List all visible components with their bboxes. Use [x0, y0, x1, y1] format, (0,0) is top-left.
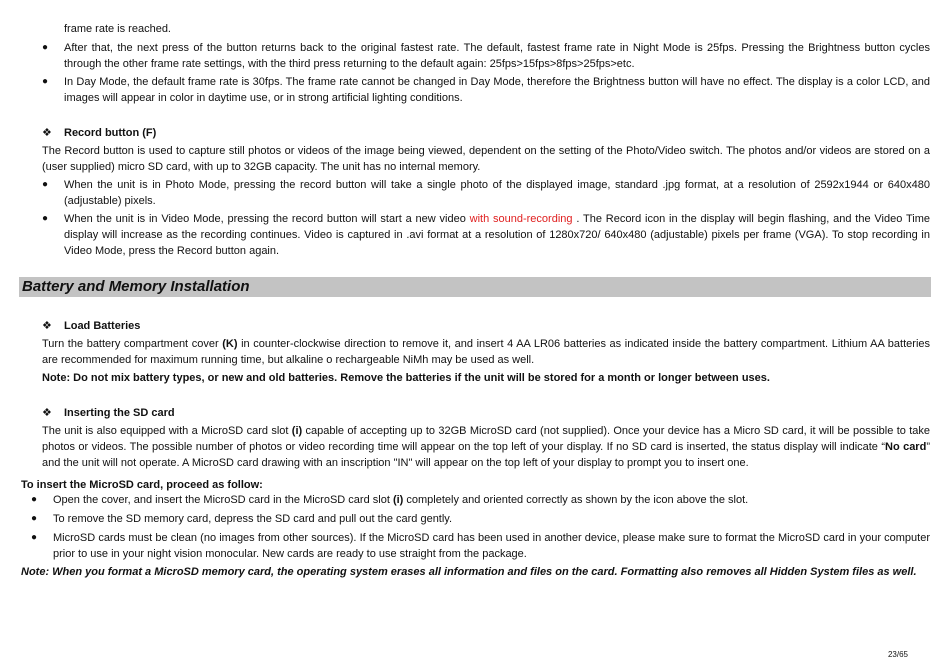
battery-note: Note: Do not mix battery types, or new and old batteries. Remove the batteries if the unit will be stored for a month or longer between uses. [42, 372, 770, 384]
sd-card-paragraph [42, 423, 930, 471]
text-run: No card [885, 441, 927, 453]
sd-card-heading [42, 405, 175, 421]
bullet-icon: ● [42, 42, 49, 53]
page-number: 23/65 [887, 650, 908, 659]
sound-recording-highlight: with sound-recording [469, 213, 573, 225]
text-run: capable of accepting up to 32GB MicroSD card (not supplied). Once your device has a Micro SD card, it will be possible to take photos or videos. The possible number of photos or video recording time will appear on the top left of your display. If no SD card is inserted, the status display will indicate “ [42, 425, 930, 453]
list-item-text: When the unit is in Photo Mode, pressing the record button will take a single photo of the displayed image, standard .jpg format, at a resolution of 2592x1944 or 640x480 (adjustable) pixels. [64, 179, 930, 207]
text-run: (K) [222, 338, 238, 350]
text-run: ” and the unit will not operate. A MicroSD card drawing with an inscription "IN" will appear on the top left of your display to prompt you to insert one. [42, 441, 930, 469]
bullet-icon: ● [31, 532, 38, 543]
list-item-text: After that, the next press of the button returns back to the original fastest rate. The default, fastest frame rate in Night Mode is 25fps. Pressing the Brightness button cycles through the other frame rate settings, with the third press returning to the default again: 25fps>15fps>8fps>25fps>etc. [64, 42, 930, 70]
heading-text: Inserting the SD card [64, 407, 175, 419]
bullet-icon: ● [42, 76, 49, 87]
text-run: . The Record icon in the display will begin flashing, and the Video Time display will increase as the recording continues. Video is captured in .avi format at a resolution of 1280x720/ 640x480 (adjustable) pixels per frame (VGA). To stop recording in Video Mode, press the Record button again. [64, 213, 930, 257]
list-item [42, 177, 930, 209]
section-title: Battery and Memory Installation [22, 278, 250, 295]
text-run: completely and oriented correctly as shown by the icon above the slot. [403, 494, 749, 506]
text-run: The unit is also equipped with a MicroSD card slot [42, 425, 292, 437]
text-run: Turn the battery compartment cover [42, 338, 223, 350]
section-banner [19, 277, 931, 297]
list-item [31, 492, 930, 508]
heading-text: Record button (F) [64, 127, 157, 139]
text-run: in counter-clockwise direction to remove it, and insert 4 AA LR06 batteries as indicated inside the battery compartment. Lithium AA batteries are recommended for maximum running time, but alkaline o rechargeable NiMh may be used as well. [42, 338, 931, 366]
list-item [42, 40, 930, 72]
bullet-icon: ● [42, 213, 49, 224]
list-item [31, 530, 930, 562]
text-run: Open the cover, and insert the MicroSD card in the MicroSD card slot [53, 494, 393, 506]
list-item-text: In Day Mode, the default frame rate is 30fps. The frame rate cannot be changed in Day Mode, therefore the Brightness button will have no effect. The display is a color LCD, and images will appear in color in daytime use, or in strong artificial lighting conditions. [64, 76, 930, 104]
load-batteries-paragraph [42, 336, 930, 368]
list-item [31, 511, 930, 527]
bullet-icon: ● [42, 179, 49, 190]
record-paragraph: The Record button is used to capture still photos or videos of the image being viewed, dependent on the setting of the Photo/Video switch. The photos and/or videos are stored on a (user supplied) micro SD card, with up to 32GB capacity. The unit has no internal memory. [42, 145, 930, 173]
text-run: (i) [291, 425, 303, 437]
bullet-icon: ● [31, 513, 38, 524]
proceed-heading: To insert the MicroSD card, proceed as follow: [21, 479, 263, 491]
load-batteries-heading [42, 318, 140, 334]
list-item [42, 74, 930, 106]
text-run: When the unit is in Video Mode, pressing the record button will start a new video [64, 213, 470, 225]
list-item-text: To remove the SD memory card, depress the SD card and pull out the card gently. [53, 513, 453, 525]
list-item-text: MicroSD cards must be clean (no images from other sources). If the MicroSD card has been used in another device, please make sure to format the MicroSD card in your computer prior to use in your night vision monocular. New cards are ready to use straight from the package. [53, 532, 930, 560]
list-item [42, 211, 930, 259]
diamond-bullet-icon: ❖ [42, 407, 52, 419]
diamond-bullet-icon: ❖ [42, 127, 52, 139]
text-run: (i) [392, 494, 404, 506]
list-item-text [53, 492, 930, 508]
heading-text: Load Batteries [64, 320, 141, 332]
format-note: Note: When you format a MicroSD memory card, the operating system erases all information and files on the card. Formatting also removes all Hidden System files as well. [21, 566, 917, 578]
continued-line: frame rate is reached. [64, 23, 171, 35]
bullet-icon: ● [31, 494, 38, 505]
list-item-text [64, 211, 930, 259]
diamond-bullet-icon: ❖ [42, 320, 52, 332]
record-button-heading [42, 125, 156, 141]
